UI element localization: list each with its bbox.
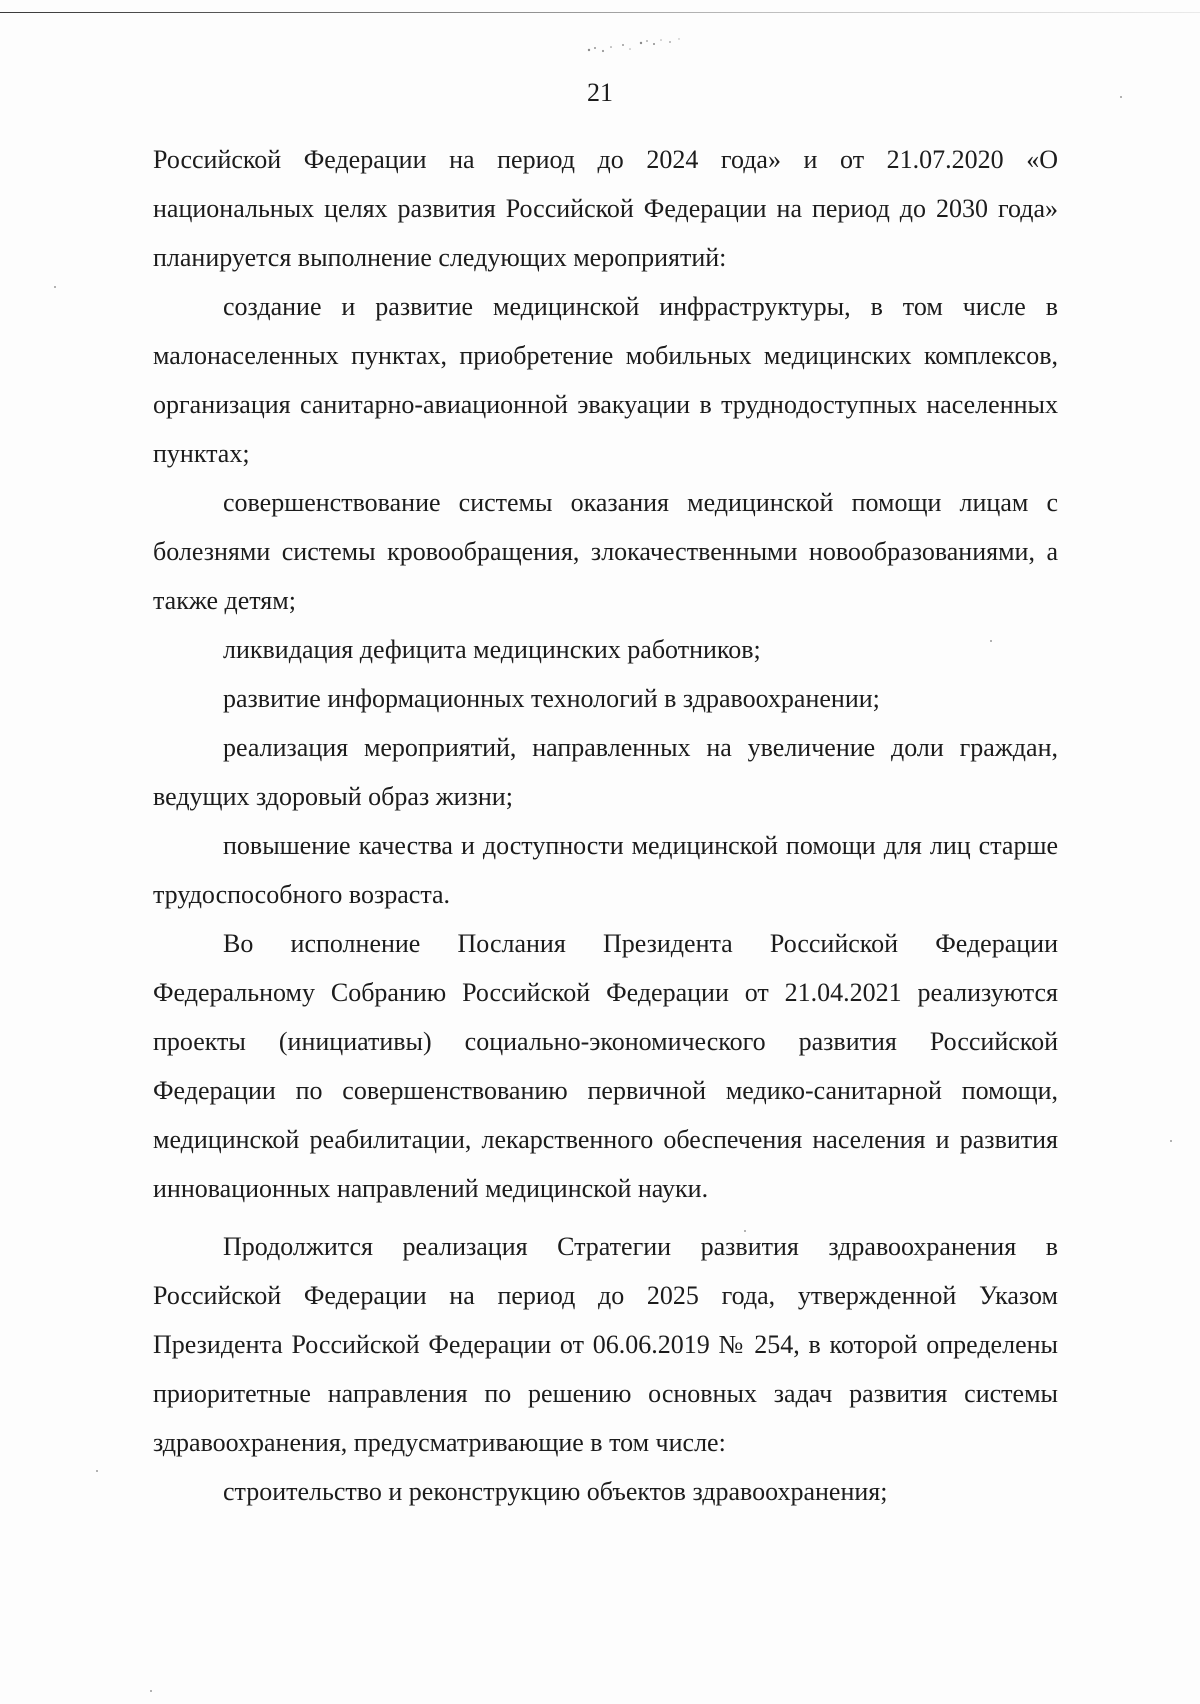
scan-noise-dot [54, 286, 56, 288]
paragraph: совершенствование системы оказания медицинской помощи лицам с болезнями системы кровообращения, злокачественными новообразованиями, а также детям; [153, 488, 1058, 615]
scan-noise-dot [990, 640, 992, 642]
scan-edge-line [0, 12, 1200, 13]
scan-noise-dot [744, 1230, 746, 1232]
paragraph: реализация мероприятий, направленных на увеличение доли граждан, ведущих здоровый образ жизни; [153, 733, 1058, 811]
paragraph: создание и развитие медицинской инфраструктуры, в том числе в малонаселенных пунктах, приобретение мобильных медицинских комплексов, организация санитарно-авиационной эвакуации в труднодоступных населенных пунктах; [153, 292, 1058, 468]
paragraph: строительство и реконструкцию объектов здравоохранения; [223, 1477, 888, 1506]
paragraph: Российской Федерации на период до 2024 года» и от 21.07.2020 «О национальных целях развития Российской Федерации на период до 2030 года» планируется выполнение следующих мероприятий: [153, 145, 1058, 272]
document-body [153, 135, 1058, 1516]
scan-noise-dot [150, 1690, 152, 1692]
paragraph: развитие информационных технологий в здравоохранении; [223, 684, 880, 713]
paragraph: Продолжится реализация Стратегии развития здравоохранения в Российской Федерации на период до 2025 года, утвержденной Указом Президента Российской Федерации от 06.06.2019 № 254, в которой определены приоритетные направления по решению основных задач развития системы здравоохранения, предусматривающие в том числе: [153, 1232, 1058, 1457]
paragraph: Во исполнение Послания Президента Российской Федерации Федеральному Собранию Российской Федерации от 21.04.2021 реализуются проекты (инициативы) социально-экономического развития Российской Федерации по совершенствованию первичной медико-санитарной помощи, медицинской реабилитации, лекарственного обеспечения населения и развития инновационных направлений медицинской науки. [153, 929, 1058, 1203]
scan-noise-dot [1170, 1140, 1172, 1142]
scan-noise-dot [1120, 96, 1122, 98]
scan-speckle-mark [575, 30, 715, 60]
page-number: 21 [587, 78, 613, 107]
paragraph: ликвидация дефицита медицинских работников; [223, 635, 761, 664]
scan-noise-dot [96, 1470, 98, 1472]
paragraph: повышение качества и доступности медицинской помощи для лиц старше трудоспособного возраста. [153, 831, 1058, 909]
